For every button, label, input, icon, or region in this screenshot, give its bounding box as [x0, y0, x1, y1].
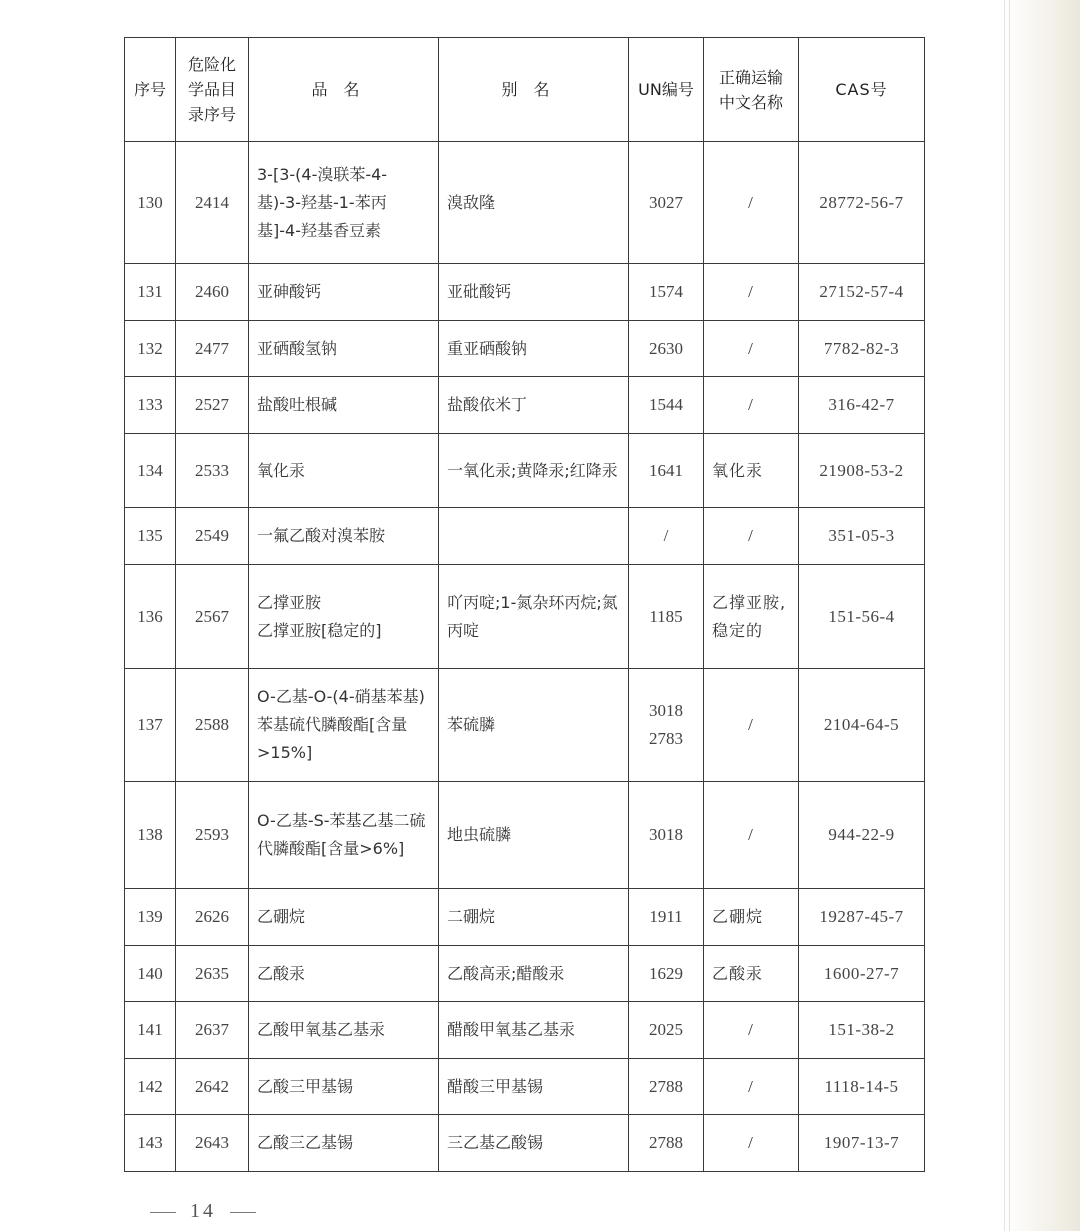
row-name: 亚硒酸氢钠 — [249, 321, 439, 377]
row-catalog: 2635 — [176, 946, 249, 1002]
row-cas: 151-38-2 — [799, 1002, 925, 1059]
table-row — [125, 565, 925, 669]
table-row — [125, 889, 925, 946]
row-un: 3018 2783 — [629, 669, 704, 782]
row-un: 2788 — [629, 1059, 704, 1115]
row-name: 氧化汞 — [249, 434, 439, 508]
row-ship: / — [704, 1059, 799, 1115]
row-alias: 重亚硒酸钠 — [439, 321, 629, 377]
table-row — [125, 434, 925, 508]
row-catalog: 2626 — [176, 889, 249, 946]
row-seq: 138 — [125, 782, 176, 889]
row-name: 乙酸甲氧基乙基汞 — [249, 1002, 439, 1059]
table-row — [125, 669, 925, 782]
header-seq: 序号 — [125, 38, 176, 142]
row-name: O-乙基-S-苯基乙基二硫代膦酸酯[含量>6%] — [249, 782, 439, 889]
row-catalog: 2477 — [176, 321, 249, 377]
row-cas: 28772-56-7 — [799, 142, 925, 264]
row-cas: 1907-13-7 — [799, 1115, 925, 1172]
row-un: 2788 — [629, 1115, 704, 1172]
row-alias: 三乙基乙酸锡 — [439, 1115, 629, 1172]
row-catalog: 2593 — [176, 782, 249, 889]
row-name: O-乙基-O-(4-硝基苯基)苯基硫代膦酸酯[含量>15%] — [249, 669, 439, 782]
row-un: 1629 — [629, 946, 704, 1002]
row-seq: 137 — [125, 669, 176, 782]
table-row — [125, 1002, 925, 1059]
row-ship: 乙酸汞 — [704, 946, 799, 1002]
row-catalog: 2549 — [176, 508, 249, 565]
row-cas: 21908-53-2 — [799, 434, 925, 508]
row-catalog: 2567 — [176, 565, 249, 669]
row-ship: / — [704, 1002, 799, 1059]
table-row — [125, 782, 925, 889]
table-row — [125, 264, 925, 321]
row-seq: 143 — [125, 1115, 176, 1172]
row-seq: 134 — [125, 434, 176, 508]
row-seq: 140 — [125, 946, 176, 1002]
row-alias — [439, 508, 629, 565]
header-catalog: 危险化学品目录序号 — [176, 38, 249, 142]
row-cas: 351-05-3 — [799, 508, 925, 565]
row-seq: 136 — [125, 565, 176, 669]
row-name: 3-[3-(4-溴联苯-4-基)-3-羟基-1-苯丙基]-4-羟基香豆素 — [249, 142, 439, 264]
row-catalog: 2414 — [176, 142, 249, 264]
row-catalog: 2642 — [176, 1059, 249, 1115]
row-ship: / — [704, 782, 799, 889]
header-cas: CAS号 — [799, 38, 925, 142]
row-name: 乙酸三乙基锡 — [249, 1115, 439, 1172]
row-un: / — [629, 508, 704, 565]
header-row — [125, 38, 925, 142]
row-ship: / — [704, 1115, 799, 1172]
row-name: 亚砷酸钙 — [249, 264, 439, 321]
table-row — [125, 321, 925, 377]
table-row — [125, 142, 925, 264]
row-alias: 地虫硫膦 — [439, 782, 629, 889]
table-row — [125, 508, 925, 565]
table-row — [125, 1059, 925, 1115]
row-cas: 151-56-4 — [799, 565, 925, 669]
row-un: 3018 — [629, 782, 704, 889]
row-ship: 乙硼烷 — [704, 889, 799, 946]
row-alias: 盐酸依米丁 — [439, 377, 629, 434]
row-alias: 一氧化汞;黄降汞;红降汞 — [439, 434, 629, 508]
row-un: 1544 — [629, 377, 704, 434]
row-un: 1641 — [629, 434, 704, 508]
row-alias: 苯硫膦 — [439, 669, 629, 782]
row-un: 1574 — [629, 264, 704, 321]
row-cas: 944-22-9 — [799, 782, 925, 889]
row-un: 1911 — [629, 889, 704, 946]
row-un: 2025 — [629, 1002, 704, 1059]
row-catalog: 2460 — [176, 264, 249, 321]
row-name: 乙撑亚胺 乙撑亚胺[稳定的] — [249, 565, 439, 669]
row-seq: 135 — [125, 508, 176, 565]
table-row — [125, 377, 925, 434]
row-name: 乙硼烷 — [249, 889, 439, 946]
row-cas: 1118-14-5 — [799, 1059, 925, 1115]
page-edge — [1004, 0, 1080, 1231]
footer-dash-left — [150, 1212, 176, 1213]
row-catalog: 2637 — [176, 1002, 249, 1059]
header-un: UN编号 — [629, 38, 704, 142]
row-seq: 141 — [125, 1002, 176, 1059]
row-seq: 130 — [125, 142, 176, 264]
row-un: 3027 — [629, 142, 704, 264]
row-ship: / — [704, 264, 799, 321]
row-cas: 2104-64-5 — [799, 669, 925, 782]
row-name: 盐酸吐根碱 — [249, 377, 439, 434]
row-catalog: 2588 — [176, 669, 249, 782]
row-cas: 316-42-7 — [799, 377, 925, 434]
row-alias: 醋酸三甲基锡 — [439, 1059, 629, 1115]
row-catalog: 2527 — [176, 377, 249, 434]
row-ship: 乙撑亚胺,稳定的 — [704, 565, 799, 669]
row-cas: 19287-45-7 — [799, 889, 925, 946]
row-seq: 131 — [125, 264, 176, 321]
table-row — [125, 1115, 925, 1172]
row-catalog: 2533 — [176, 434, 249, 508]
row-alias: 醋酸甲氧基乙基汞 — [439, 1002, 629, 1059]
row-un: 1185 — [629, 565, 704, 669]
row-alias: 二硼烷 — [439, 889, 629, 946]
row-alias: 乙酸高汞;醋酸汞 — [439, 946, 629, 1002]
row-name: 一氟乙酸对溴苯胺 — [249, 508, 439, 565]
table-row — [125, 946, 925, 1002]
row-ship: 氧化汞 — [704, 434, 799, 508]
row-ship: / — [704, 377, 799, 434]
row-name: 乙酸汞 — [249, 946, 439, 1002]
row-alias: 吖丙啶;1-氮杂环丙烷;氮丙啶 — [439, 565, 629, 669]
row-ship: / — [704, 142, 799, 264]
page-footer — [136, 1200, 270, 1223]
header-alias: 别名 — [439, 38, 629, 142]
row-name: 乙酸三甲基锡 — [249, 1059, 439, 1115]
row-cas: 27152-57-4 — [799, 264, 925, 321]
row-ship: / — [704, 321, 799, 377]
header-name: 品名 — [249, 38, 439, 142]
row-cas: 1600-27-7 — [799, 946, 925, 1002]
row-alias: 亚砒酸钙 — [439, 264, 629, 321]
footer-dash-right — [230, 1212, 256, 1213]
row-seq: 142 — [125, 1059, 176, 1115]
row-un: 2630 — [629, 321, 704, 377]
row-ship: / — [704, 669, 799, 782]
row-seq: 133 — [125, 377, 176, 434]
row-alias: 溴敌隆 — [439, 142, 629, 264]
page-number: 14 — [190, 1200, 216, 1222]
row-ship: / — [704, 508, 799, 565]
row-seq: 139 — [125, 889, 176, 946]
row-cas: 7782-82-3 — [799, 321, 925, 377]
row-catalog: 2643 — [176, 1115, 249, 1172]
header-ship: 正确运输中文名称 — [704, 38, 799, 142]
chemical-table — [124, 37, 925, 1172]
row-seq: 132 — [125, 321, 176, 377]
